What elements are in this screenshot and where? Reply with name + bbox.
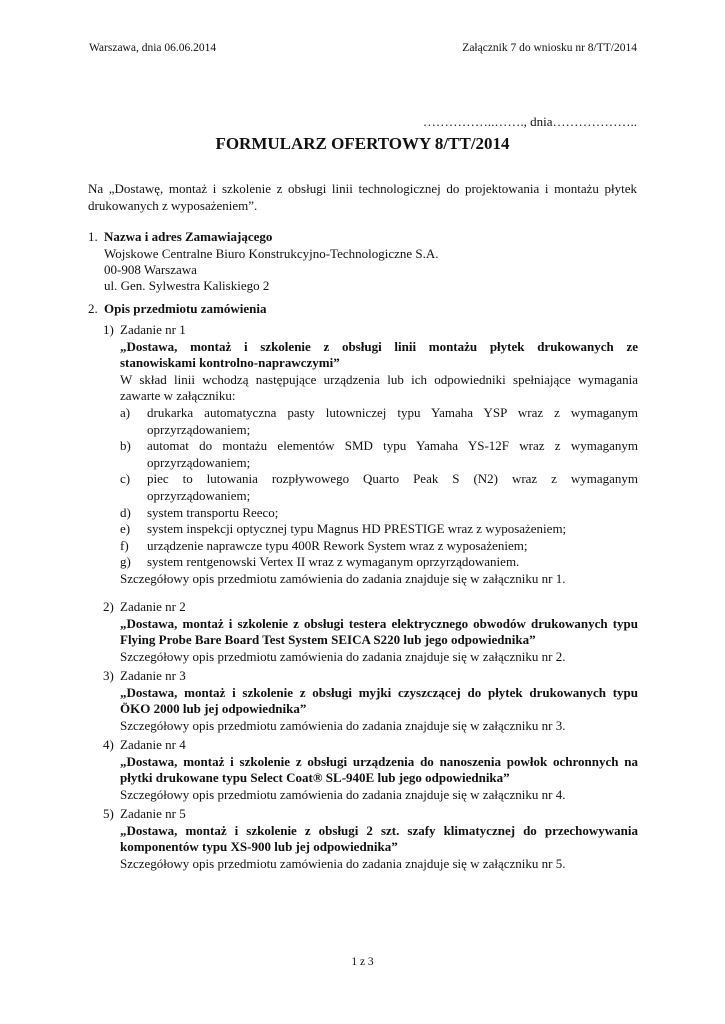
task-title-line: komponentów typu XS-900 lub jej odpowiednika” <box>120 839 398 855</box>
address-line: Wojskowe Centralne Biuro Konstrukcyjno-Technologiczne S.A. <box>104 246 439 261</box>
list-item <box>120 505 638 522</box>
task-detail-reference: Szczegółowy opis przedmiotu zamówienia do zadania znajduje się w załączniku nr 4. <box>120 786 566 802</box>
list-marker: e) <box>120 521 131 537</box>
section-title: Nazwa i adres Zamawiającego <box>104 229 273 244</box>
list-item-text: system inspekcji optycznej typu Magnus HD PRESTIGE wraz z wyposażeniem; <box>147 521 567 537</box>
list-marker: f) <box>120 537 129 553</box>
list-item <box>120 538 638 555</box>
task-number: 2) <box>103 599 114 614</box>
task-title-line: „Dostawa, montaż i szkolenie z obsługi 2 szt. szafy klimatycznej do przechowywania <box>120 822 638 838</box>
task-title-line: „Dostawa, montaż i szkolenie z obsługi myjki czyszczącej do płytek drukowanych typu <box>120 684 638 700</box>
list-item-text: piec to lutowania rozpływowego Quarto Peak S (N2) wraz z wymaganym <box>147 471 638 487</box>
task-number: 5) <box>103 806 114 821</box>
list-item-text: oprzyrządowaniem; <box>147 421 251 437</box>
task-label: Zadanie nr 5 <box>120 806 186 821</box>
list-marker: c) <box>120 471 131 487</box>
list-marker: a) <box>120 404 131 420</box>
task-title-line: ÖKO 2000 lub jej odpowiednika” <box>120 701 307 717</box>
list-item-text: oprzyrządowaniem; <box>147 454 251 470</box>
list-item <box>120 554 638 571</box>
task-intro-line: W skład linii wchodzą następujące urządzenia lub ich odpowiedniki spełniające wymagania <box>120 371 638 387</box>
task-title-line: „Dostawa, montaż i szkolenie z obsługi linii montażu płytek drukowanych ze <box>120 338 638 354</box>
list-item <box>120 438 638 471</box>
task-title-line: „Dostawa, montaż i szkolenie z obsługi urządzenia do nanoszenia powłok ochronnych na <box>120 753 638 769</box>
page-title: FORMULARZ OFERTOWY 8/TT/2014 <box>215 134 510 153</box>
list-marker: g) <box>120 554 131 570</box>
section-number: 2. <box>88 301 98 316</box>
address-line: ul. Gen. Sylwestra Kaliskiego 2 <box>104 278 270 293</box>
task-title-line: Flying Probe Bare Board Test System SEICA S220 lub jego odpowiednika” <box>120 632 536 648</box>
task-label: Zadanie nr 4 <box>120 737 186 752</box>
list-item-text: oprzyrządowaniem; <box>147 487 251 503</box>
list-marker: d) <box>120 504 131 520</box>
header-attachment-ref: Załącznik 7 do wniosku nr 8/TT/2014 <box>462 42 637 54</box>
task-intro-line: zawarte w załączniku: <box>120 388 236 404</box>
task-detail-reference: Szczegółowy opis przedmiotu zamówienia do zadania znajduje się w załączniku nr 3. <box>120 717 566 733</box>
task-label: Zadanie nr 3 <box>120 668 186 683</box>
contracting-authority-address <box>104 246 439 294</box>
list-item <box>120 471 638 504</box>
task-detail-reference: Szczegółowy opis przedmiotu zamówienia do zadania znajduje się w załączniku nr 5. <box>120 855 566 871</box>
task-label: Zadanie nr 1 <box>120 322 186 337</box>
list-item-text: system rentgenowski Vertex II wraz z wymaganym oprzyrządowaniem. <box>147 554 520 570</box>
task-title-line: płytki drukowane typu Select Coat® SL-940E lub jego odpowiednika” <box>120 770 510 786</box>
task-detail-reference: Szczegółowy opis przedmiotu zamówienia do zadania znajduje się w załączniku nr 2. <box>120 648 566 664</box>
task-number: 1) <box>103 322 114 337</box>
list-item-text: urządzenie naprawcze typu 400R Rework System wraz z wyposażeniem; <box>147 537 528 553</box>
list-marker: b) <box>120 438 131 454</box>
section-title: Opis przedmiotu zamówienia <box>104 301 267 316</box>
equipment-list <box>120 405 638 571</box>
list-item-text: drukarka automatyczna pasty lutowniczej typu Yamaha YSP wraz z wymaganym <box>147 404 638 420</box>
place-date-field: ……………..……., dnia……………….. <box>422 114 637 129</box>
address-line: 00-908 Warszawa <box>104 262 197 277</box>
intro-paragraph: Na „Dostawę, montaż i szkolenie z obsługi linii technologicznej do projektowania i montażu płytek drukowanych z wyposażeniem”. <box>88 181 637 213</box>
task-detail-reference: Szczegółowy opis przedmiotu zamówienia do zadania znajduje się w załączniku nr 1. <box>120 570 566 586</box>
task-title-line: stanowiskami kontrolno-naprawczymi” <box>120 355 340 371</box>
list-item-text: automat do montażu elementów SMD typu Yamaha YS-12F wraz z wymaganym <box>147 438 638 454</box>
task-label: Zadanie nr 2 <box>120 599 186 614</box>
list-item <box>120 405 638 438</box>
list-item-text: system transportu Reeco; <box>147 504 279 520</box>
task-number: 3) <box>103 668 114 683</box>
task-title-line: „Dostawa, montaż i szkolenie z obsługi testera elektrycznego obwodów drukowanych typu <box>120 615 638 631</box>
list-item <box>120 521 638 538</box>
section-number: 1. <box>88 229 98 244</box>
page-number: 1 z 3 <box>351 956 374 968</box>
task-number: 4) <box>103 737 114 752</box>
header-date: Warszawa, dnia 06.06.2014 <box>89 42 217 54</box>
